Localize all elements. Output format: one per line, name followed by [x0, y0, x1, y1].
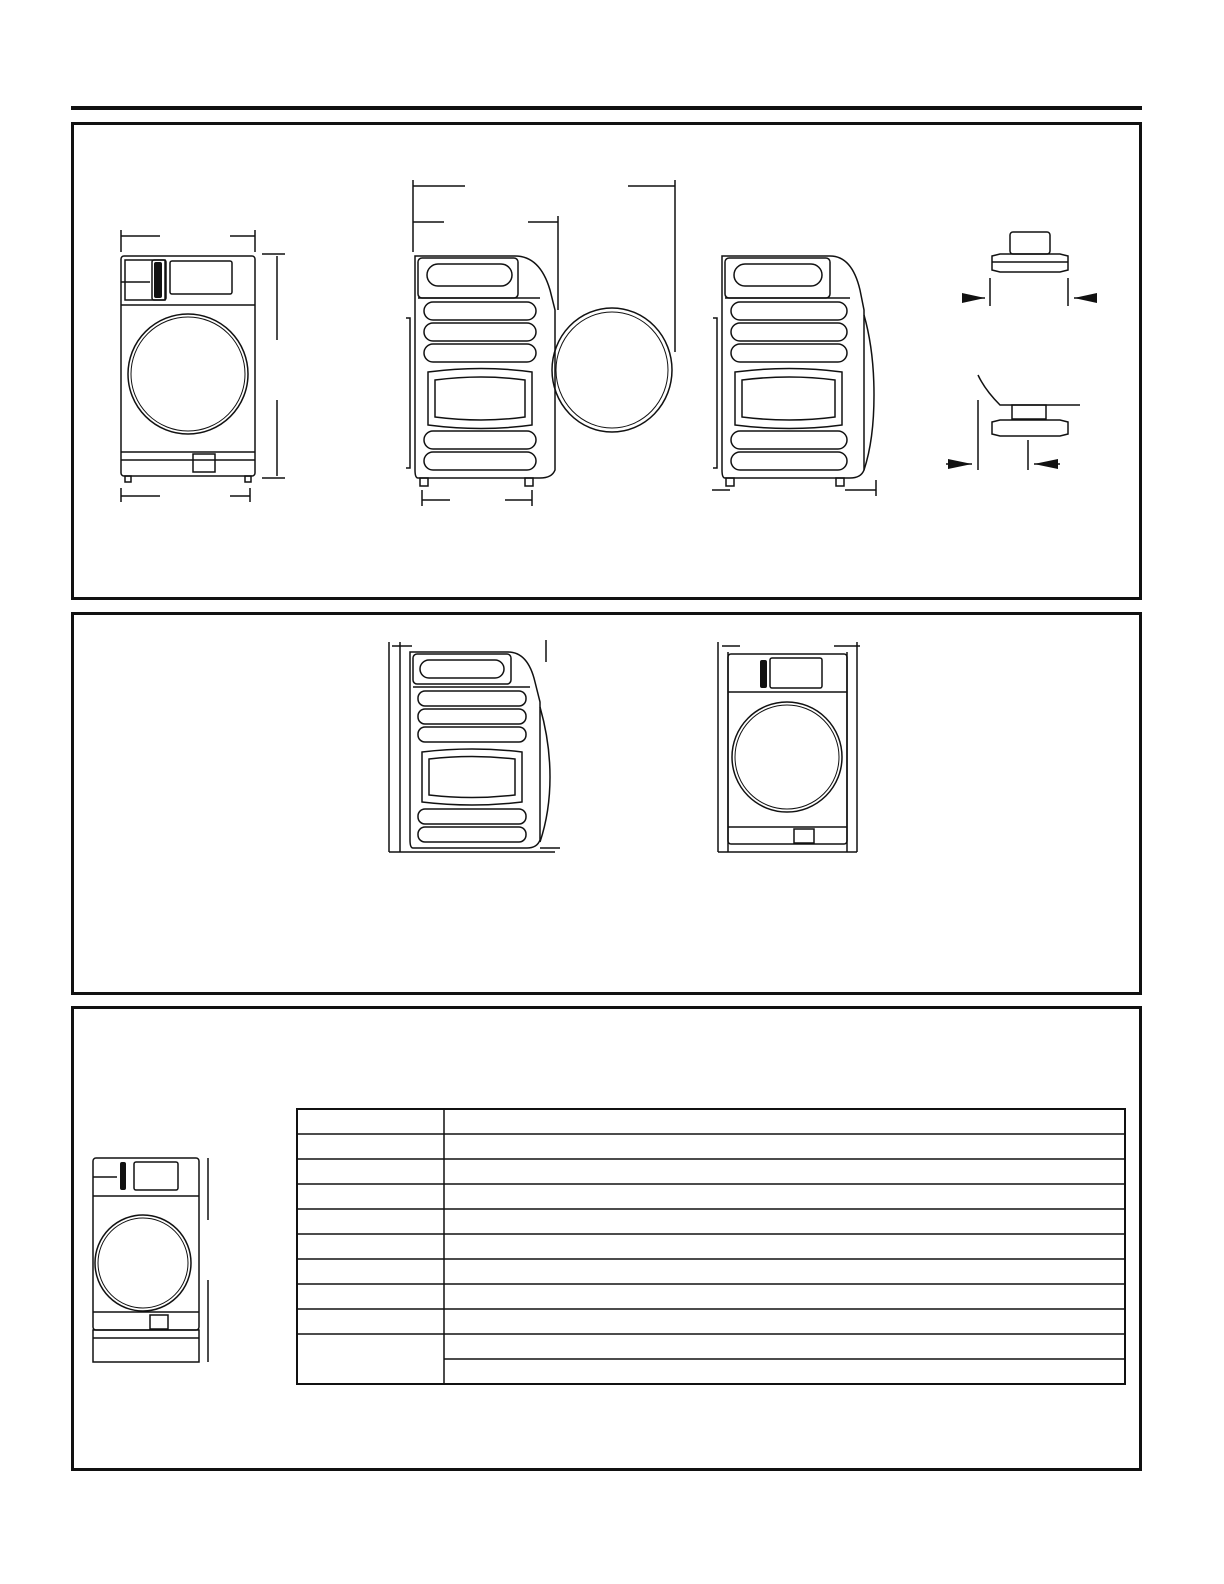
leveling-leg-detail: [946, 232, 1095, 470]
side-clearance-view: [389, 640, 560, 852]
front-clearance-view: [718, 642, 860, 852]
side-view-door-open: [406, 180, 675, 506]
specification-table-grid: [296, 1108, 1126, 1385]
clearance-diagram: [0, 612, 1224, 995]
pedestal-front-view: [0, 1140, 240, 1380]
dimensions-diagram: [0, 0, 1224, 610]
front-view: [121, 230, 285, 502]
side-view-door-closed: [712, 256, 876, 496]
